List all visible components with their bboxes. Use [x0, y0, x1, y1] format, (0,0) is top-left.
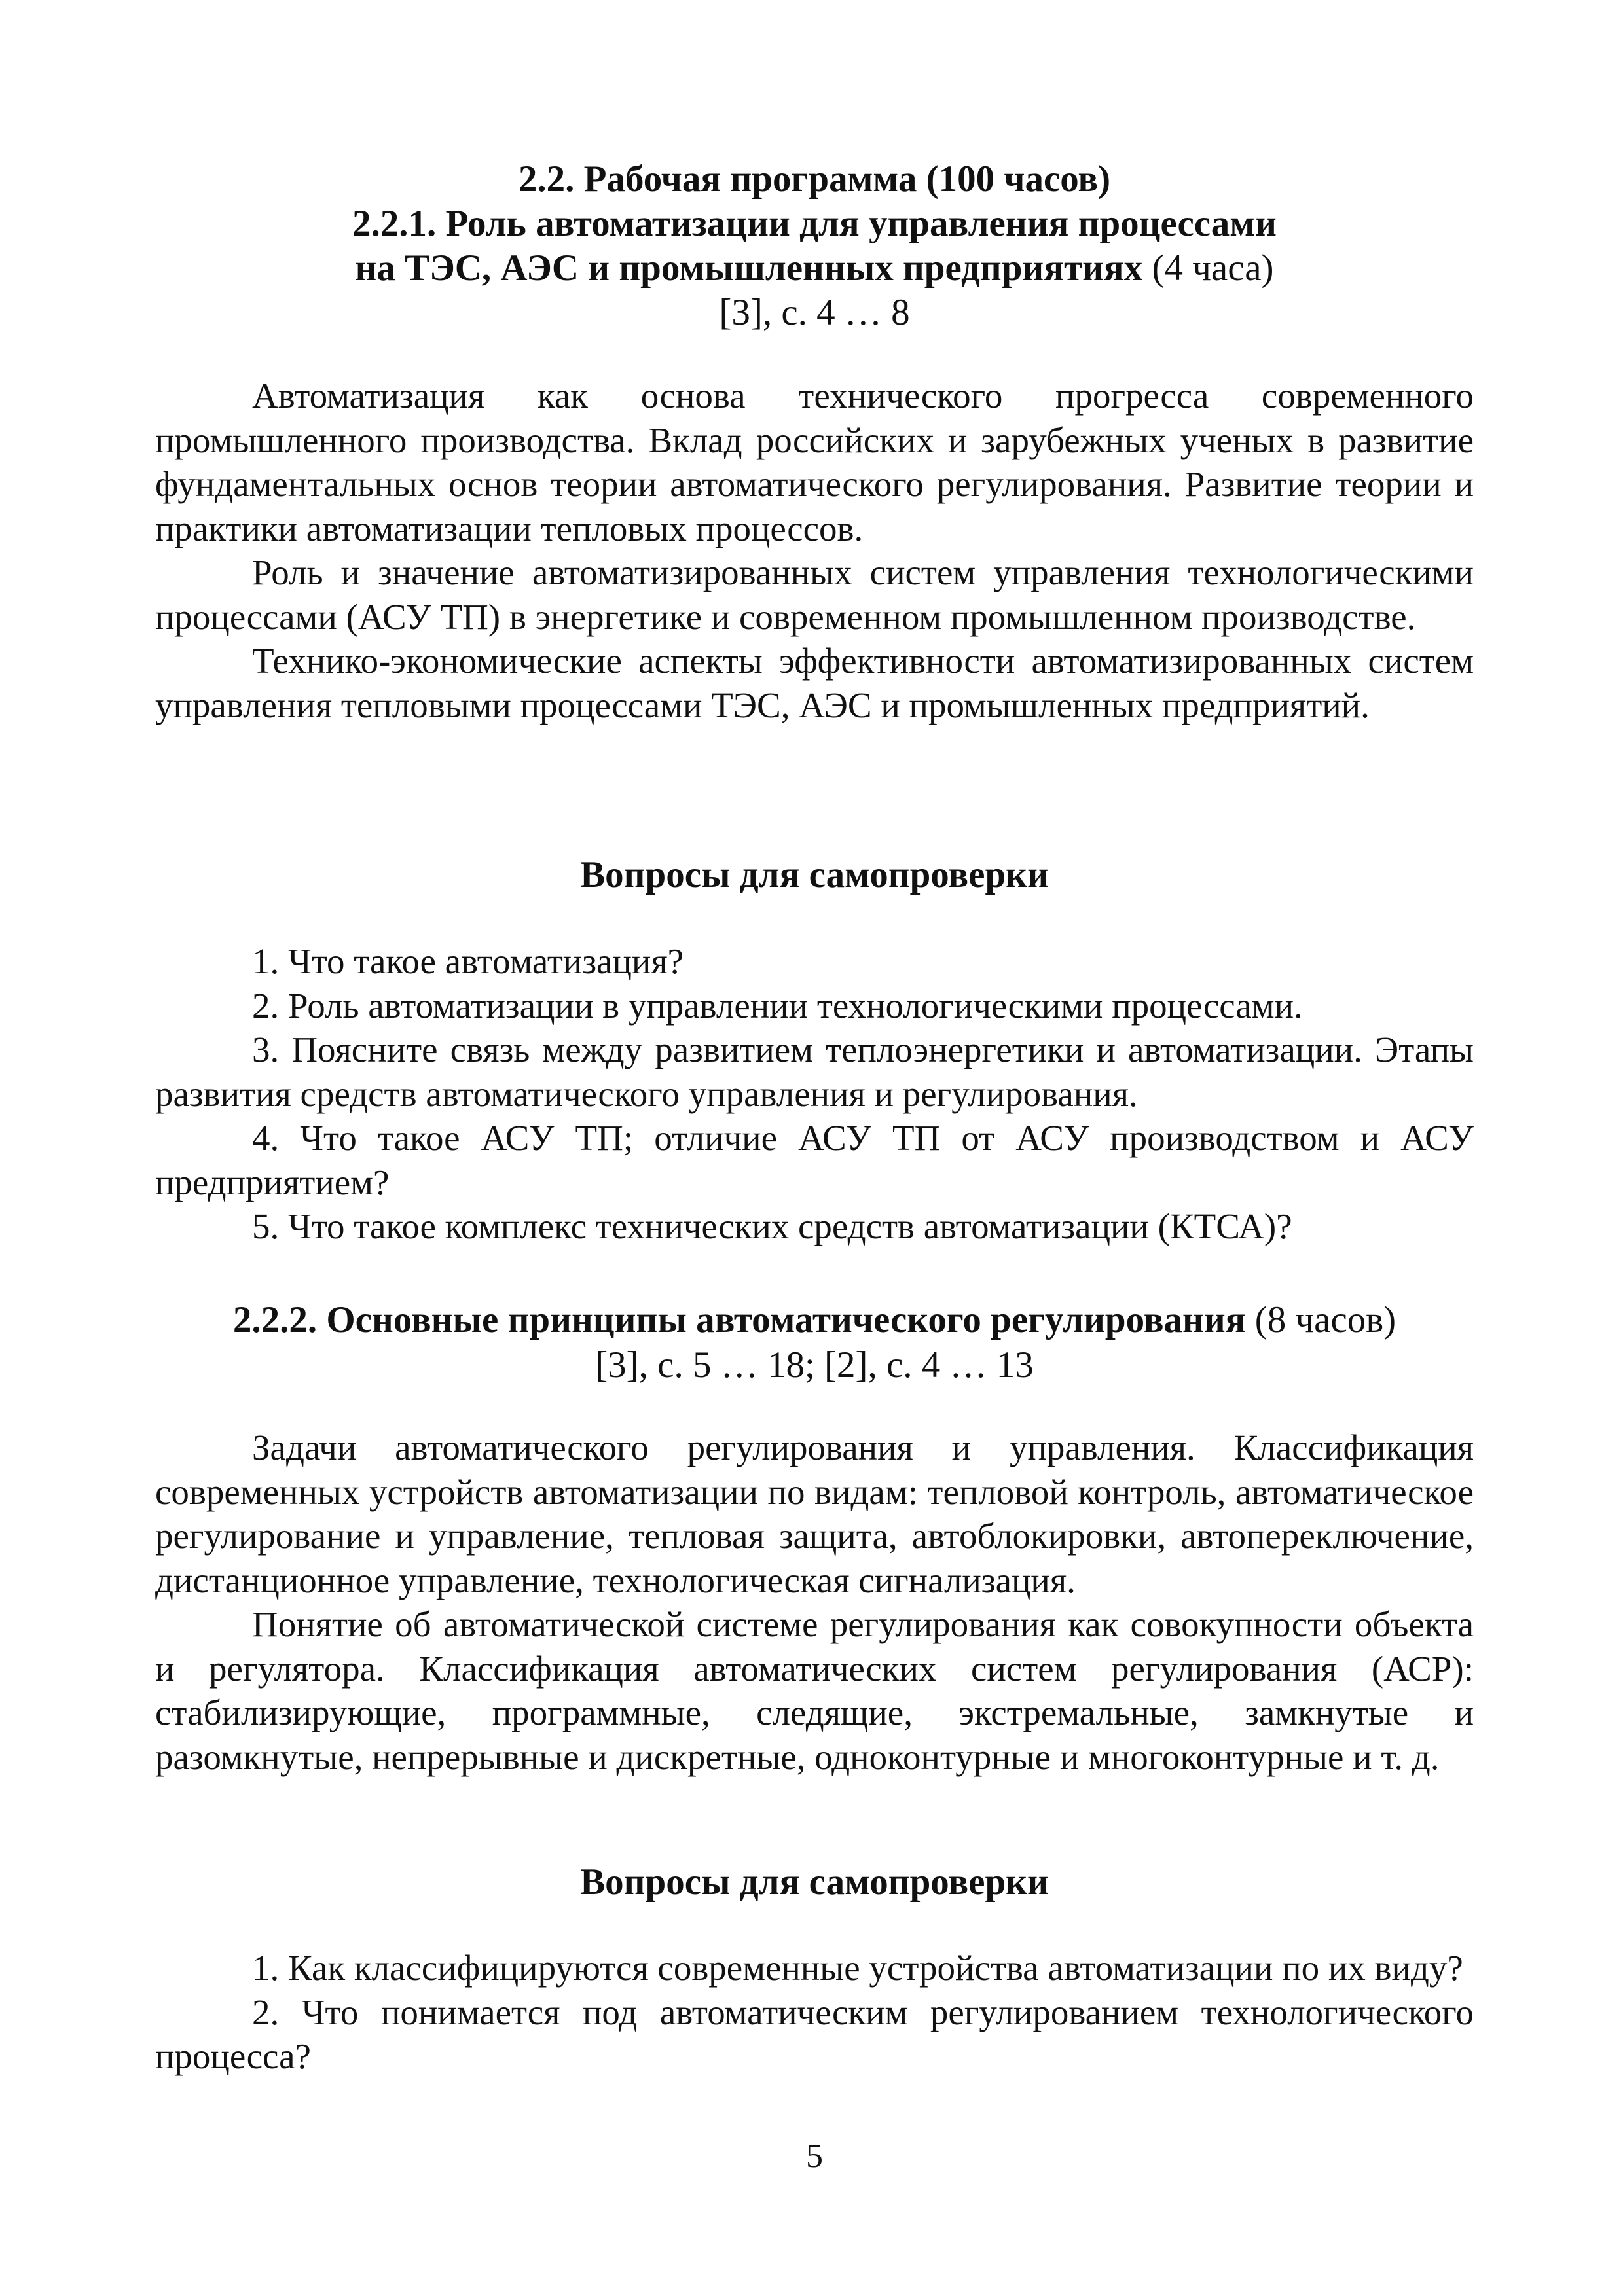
paragraph: Роль и значение автоматизированных систем управления технологическими процессами (АСУ ТП) в энергетике и современном промышленном производстве. — [155, 552, 1474, 637]
subsection-221-title-line2 — [155, 246, 1474, 291]
subsection-222-title-bold: 2.2.2. Основные принципы автоматического регулирования — [232, 1299, 1246, 1340]
questions-list-1 — [155, 939, 1474, 1249]
paragraph: Понятие об автоматической системе регулирования как совокупности объекта и регулятора. Классификация автоматических систем регулирования (АСР): стабилизирующие, программные, следящие, экстремальные, замкнутые и разомкнутые, непрерывные и дискретные, одноконтурные и многоконтурные и т. д. — [155, 1604, 1474, 1777]
subsection-222-title — [155, 1298, 1474, 1342]
subsection-221-hours: (4 часа) — [1142, 247, 1274, 289]
list-item: 2. Что понимается под автоматическим регулированием технологического процесса? — [155, 1992, 1474, 2076]
list-item: 4. Что такое АСУ ТП; отличие АСУ ТП от АСУ производством и АСУ предприятием? — [155, 1118, 1474, 1202]
subsection-222-hours: (8 часов) — [1245, 1299, 1396, 1340]
paragraph: Технико-экономические аспекты эффективности автоматизированных систем управления тепловыми процессами ТЭС, АЭС и промышленных предприятий. — [155, 641, 1474, 725]
subsection-221-title-line1 — [155, 202, 1474, 246]
paragraph: Автоматизация как основа технического прогресса современного промышленного производства. Вклад российских и зарубежных ученых в развитие фундаментальных основ теории автоматического регулирования. Развитие теории и практики автоматизации тепловых процессов. — [155, 376, 1474, 548]
questions-title: Вопросы для самопроверки — [580, 1861, 1049, 1903]
subsection-222-reference: [3], с. 5 … 18; [2], с. 4 … 13 — [595, 1344, 1034, 1386]
subsection-221-body — [155, 374, 1474, 727]
questions-list-2 — [155, 1946, 1474, 2079]
section-title-text: 2.2. Рабочая программа (100 часов) — [518, 158, 1111, 200]
section-title — [155, 157, 1474, 202]
list-item: 1. Что такое автоматизация? — [252, 941, 684, 981]
subsection-222-body — [155, 1426, 1474, 1779]
subsection-221-title-bold: на ТЭС, АЭС и промышленных предприятиях — [355, 247, 1143, 289]
list-item: 2. Роль автоматизации в управлении технологическими процессами. — [252, 985, 1303, 1026]
page-number: 5 — [806, 2138, 823, 2175]
list-item: 1. Как классифицируются современные устройства автоматизации по их виду? — [252, 1948, 1463, 1988]
questions-title: Вопросы для самопроверки — [580, 854, 1049, 895]
subsection-221-reference: [3], с. 4 … 8 — [719, 292, 910, 333]
list-item: 5. Что такое комплекс технических средств автоматизации (КТСА)? — [252, 1206, 1292, 1246]
subsection-221-title-line1-text: 2.2.1. Роль автоматизации для управления процессами — [352, 203, 1277, 244]
list-item: 3. Поясните связь между развитием теплоэнергетики и автоматизации. Этапы развития средств автоматического управления и регулирования. — [155, 1030, 1474, 1114]
paragraph: Задачи автоматического регулирования и управления. Классификация современных устройств автоматизации по видам: тепловой контроль, автоматическое регулирование и управление, тепловая защита, автоблокировки, автопереключение, дистанционное управление, технологическая сигнализация. — [155, 1427, 1474, 1600]
